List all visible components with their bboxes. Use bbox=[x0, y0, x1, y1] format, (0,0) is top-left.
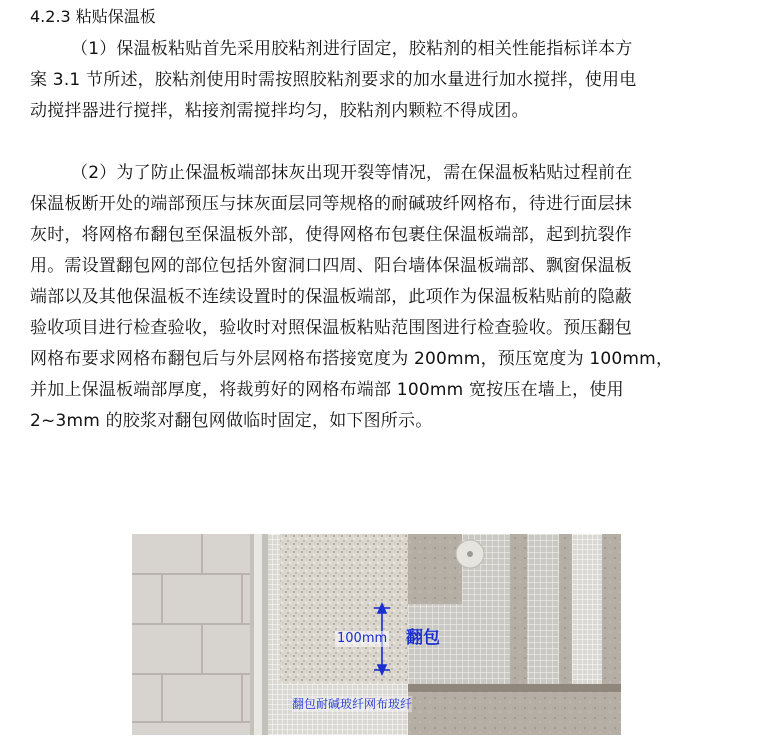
text-line: 案 3.1 节所述，胶粘剂使用时需按照胶粘剂要求的加水量进行加水搅拌，使用电 bbox=[30, 70, 637, 90]
section-heading: 4.2.3 粘贴保温板 bbox=[30, 7, 156, 26]
dimension-label: 100mm bbox=[337, 631, 388, 646]
text-line: 验收项目进行检查验收，验收时对照保温板粘贴范围图进行检查验收。预压翻包 bbox=[30, 318, 632, 338]
mesh-label: 翻包耐碱玻纤网布玻纤 bbox=[292, 697, 413, 711]
text-line: 端部以及其他保温板不连续设置时的保温板端部，此项作为保温板粘贴前的隐蔽 bbox=[30, 287, 632, 307]
text-line: （2）为了防止保温板端部抹灰出现开裂等情况，需在保温板粘贴过程前在 bbox=[71, 163, 633, 183]
text-line: 并加上保温板端部厚度，将裁剪好的网格布端部 100mm 宽按压在墙上，使用 bbox=[30, 380, 624, 400]
text-line: 网格布要求网格布翻包后与外层网格布搭接宽度为 200mm，预压宽度为 100mm， bbox=[30, 349, 674, 369]
text-line: 保温板断开处的端部预压与抹灰面层同等规格的耐碱玻纤网格布，待进行面层抹 bbox=[30, 194, 632, 214]
paragraph-1 bbox=[30, 34, 730, 127]
text-line: 动搅拌器进行搅拌，粘接剂需搅拌均匀，胶粘剂内颗粒不得成团。 bbox=[30, 101, 529, 121]
text-line: 用。需设置翻包网的部位包括外窗洞口四周、阳台墙体保温板端部、飘窗保温板 bbox=[30, 256, 632, 276]
wrap-label: 翻包 bbox=[406, 628, 440, 648]
text-line: 灰时，将网格布翻包至保温板外部，使得网格布包裹住保温板端部，起到抗裂作 bbox=[30, 225, 632, 245]
paragraph-2 bbox=[30, 158, 730, 437]
text-line: （1）保温板粘贴首先采用胶粘剂进行固定，胶粘剂的相关性能指标详本方 bbox=[71, 39, 633, 59]
text-line: 2~3mm 的胶浆对翻包网做临时固定，如下图所示。 bbox=[30, 411, 433, 431]
